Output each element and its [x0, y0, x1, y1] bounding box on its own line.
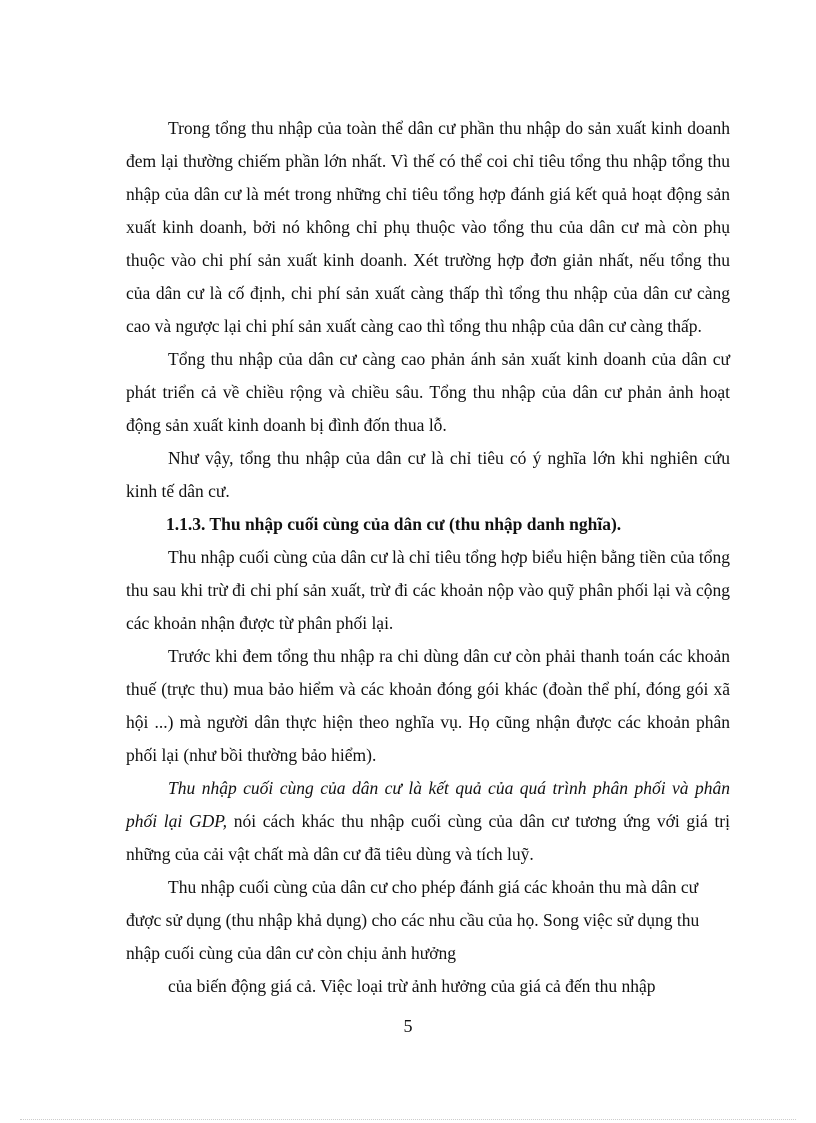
paragraph: Tổng thu nhập của dân cư càng cao phản ánh sản xuất kinh doanh của dân cư phát triển cả về chiều rộng và chiều sâu. Tổng thu nhập của dân cư phản ảnh hoạt động sản xuất kinh doanh bị đình đốn thua lỗ. — [126, 349, 730, 435]
paragraph: của biến động giá cả. Việc loại trừ ảnh hưởng của giá cả đến thu nhập — [168, 976, 656, 996]
paragraph: Thu nhập cuối cùng của dân cư cho phép đánh giá các khoản thu mà dân cư được sử dụng (thu nhập khả dụng) cho các nhu cầu của họ. Song việc sử dụng thu nhập cuối cùng của dân cư còn chịu ảnh hưởng — [126, 877, 700, 963]
page-number: 5 — [403, 1016, 413, 1036]
paragraph — [126, 772, 730, 871]
paragraph: Như vậy, tổng thu nhập của dân cư là chỉ tiêu có ý nghĩa lớn khi nghiên cứu kinh tế dân cư. — [126, 448, 730, 501]
italic-definition: Thu nhập cuối cùng của dân cư là kết quả của quá trình phân phối và phân phối lại GDP, — [126, 778, 730, 831]
paragraph: Trong tổng thu nhập của toàn thể dân cư phần thu nhập do sản xuất kinh doanh đem lại thường chiếm phần lớn nhất. Vì thế có thể coi chỉ tiêu tổng thu nhập tổng thu nhập của dân cư là mét trong những chỉ tiêu tổng hợp đánh giá kết quả hoạt động sản xuất kinh doanh, bởi nó không chỉ phụ thuộc vào tổng thu của dân cư mà còn phụ thuộc vào chi phí sản xuất kinh doanh. Xét trường hợp đơn giản nhất, nếu tổng thu của dân cư là cố định, chi phí sản xuất càng thấp thì tổng thu nhập của dân cư càng cao và ngược lại chi phí sản xuất càng cao thì tổng thu nhập của dân cư càng thấp. — [126, 118, 730, 336]
document-body — [126, 112, 730, 1003]
paragraph: Trước khi đem tổng thu nhập ra chi dùng dân cư còn phải thanh toán các khoản thuế (trực thu) mua bảo hiểm và các khoản đóng gói khác (đoàn thể phí, đóng gói xã hội ...) mà người dân thực hiện theo nghĩa vụ. Họ cũng nhận được các khoản phân phối lại (như bồi thường bảo hiểm). — [126, 646, 730, 765]
page-bottom-divider — [20, 1119, 796, 1120]
paragraph-continuation: nói cách khác thu nhập cuối cùng của dân cư tương ứng với giá trị những của cải vật chất mà dân cư đã tiêu dùng và tích luỹ. — [126, 811, 730, 864]
paragraph: Thu nhập cuối cùng của dân cư là chỉ tiêu tổng hợp biểu hiện bằng tiền của tổng thu sau khi trừ đi chi phí sản xuất, trừ đi các khoản nộp vào quỹ phân phối lại và cộng các khoản nhận được từ phân phối lại. — [126, 547, 730, 633]
section-heading: 1.1.3. Thu nhập cuối cùng của dân cư (thu nhập danh nghĩa). — [166, 514, 622, 534]
